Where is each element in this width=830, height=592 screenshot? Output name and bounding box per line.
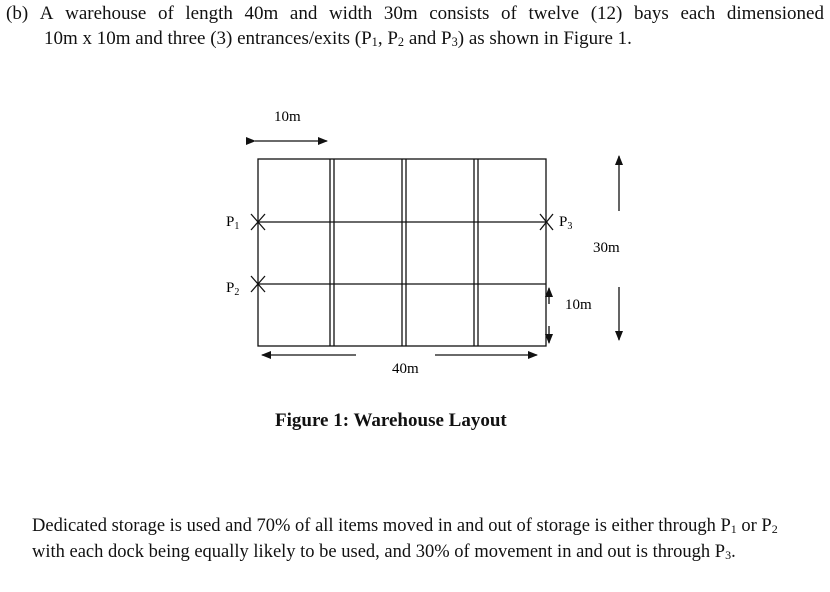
bay-width-label: 10m: [274, 109, 301, 125]
intro-word: of: [157, 3, 174, 24]
intro-word: each: [680, 3, 716, 24]
warehouse-grid: [258, 159, 546, 346]
intro-word: twelve: [528, 3, 580, 24]
figure-caption: Figure 1: Warehouse Layout: [275, 410, 507, 431]
intro-word: length: [185, 3, 233, 24]
intro-word: warehouse: [65, 3, 147, 24]
p2-label: $P_2$: [226, 280, 240, 298]
intro-word: 30m: [383, 3, 418, 24]
intro-word: consists: [429, 3, 490, 24]
intro-line-2: 10m x 10m and three (3) entrances/exits ($P_1$, $P_2$ and $P_3$) as shown in Figure 1.: [44, 28, 632, 49]
intro-word: and: [289, 3, 318, 24]
length-label: 40m: [392, 361, 419, 377]
intro-word: dimensioned: [726, 3, 824, 24]
intro-word: width: [328, 3, 373, 24]
width-label: 30m: [593, 240, 620, 256]
intro-word: 40m: [244, 3, 279, 24]
intro-word: of: [501, 3, 517, 24]
part-label: (b): [6, 3, 29, 24]
p3-label: $P_3$: [559, 214, 573, 232]
problem-conditions: Dedicated storage is used and 70% of all items moved in and out of storage is either through $P_1$ or $P_2$ with each dock being equally likely to be used, and 30% of movement in and out is through $P_3$.: [32, 516, 778, 562]
intro-word: A: [39, 3, 54, 24]
row-height-label: 10m: [565, 297, 592, 313]
intro-word: (12): [590, 3, 623, 24]
p1-label: $P_1$: [226, 214, 240, 232]
intro-word: bays: [634, 3, 669, 24]
